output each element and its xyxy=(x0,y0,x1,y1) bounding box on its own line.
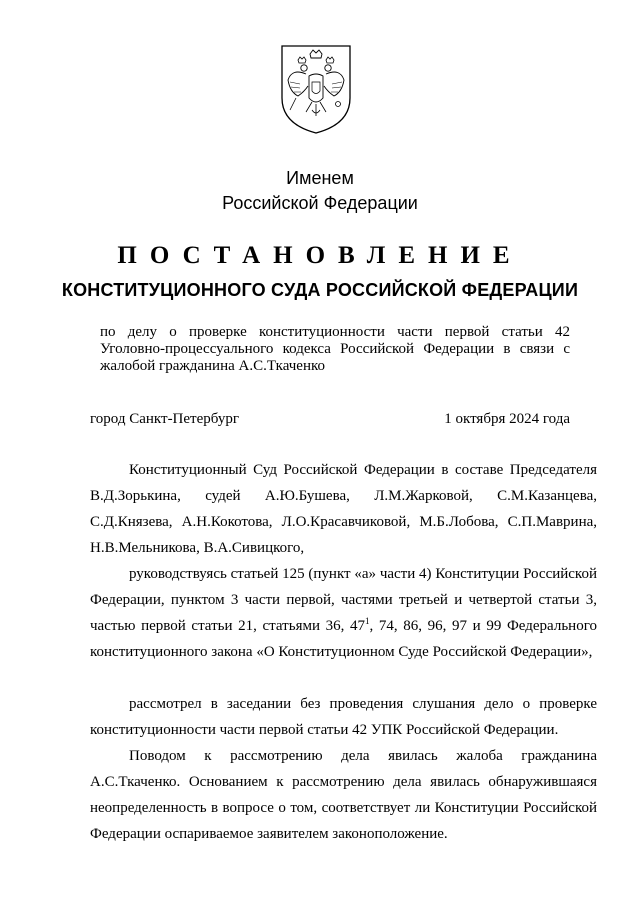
legal-basis-text-1: руководствуясь статьей 125 (пункт «а» части 4) Конституции Российской Федерации, пунктом 3 части первой, частями третьей и четвертой статьи 3, частью первой статьи 21, статьями 36, 47 xyxy=(90,566,597,634)
document-subtitle: КОНСТИТУЦИОННОГО СУДА РОССИЙСКОЙ ФЕДЕРАЦИИ xyxy=(61,280,579,300)
legal-basis-text-2: , 74, 86, 96, 97 и 99 Федерального конституционного закона «О Конституционном Суде Российской Федерации», xyxy=(90,618,597,660)
document-title: ПОСТАНОВЛЕНИЕ xyxy=(117,242,523,269)
paragraph-court-composition: Конституционный Суд Российской Федерации в составе Председателя В.Д.Зорькина, судей А.Ю.Бушева, Л.М.Жарковой, С.М.Казанцева, С.Д.Князева, А.Н.Кокотова, Л.О.Красавчиковой, М.Б.Лобова, С.П.Маврина, Н.В.Мельникова, В.А.Сивицкого, xyxy=(90,462,597,556)
header-russian-federation: Российской Федерации xyxy=(222,193,418,213)
paragraph-grounds: Поводом к рассмотрению дела явилась жалоба гражданина А.С.Ткаченко. Основанием к рассмотрению дела явилась обнаружившаяся неопределенность в вопросе о том, соответствует ли Конституции Российской Федерации оспариваемое заявителем законоположение. xyxy=(90,748,597,842)
paragraph-considered: рассмотрел в заседании без проведения слушания дело о проверке конституционности части первой статьи 42 УПК Российской Федерации. xyxy=(90,696,597,738)
case-description: по делу о проверке конституционности части первой статьи 42 Уголовно-процессуального кодекса Российской Федерации в связи с жалобой гражданина А.С.Ткаченко xyxy=(100,324,570,374)
date-label: 1 октября 2024 года xyxy=(444,411,570,427)
paragraph-legal-basis xyxy=(90,561,597,665)
city-label: город Санкт-Петербург xyxy=(90,411,239,427)
coat-of-arms-emblem xyxy=(276,40,356,136)
legal-basis-superscript: 1 xyxy=(365,616,370,626)
header-by-name: Именем xyxy=(286,168,354,188)
